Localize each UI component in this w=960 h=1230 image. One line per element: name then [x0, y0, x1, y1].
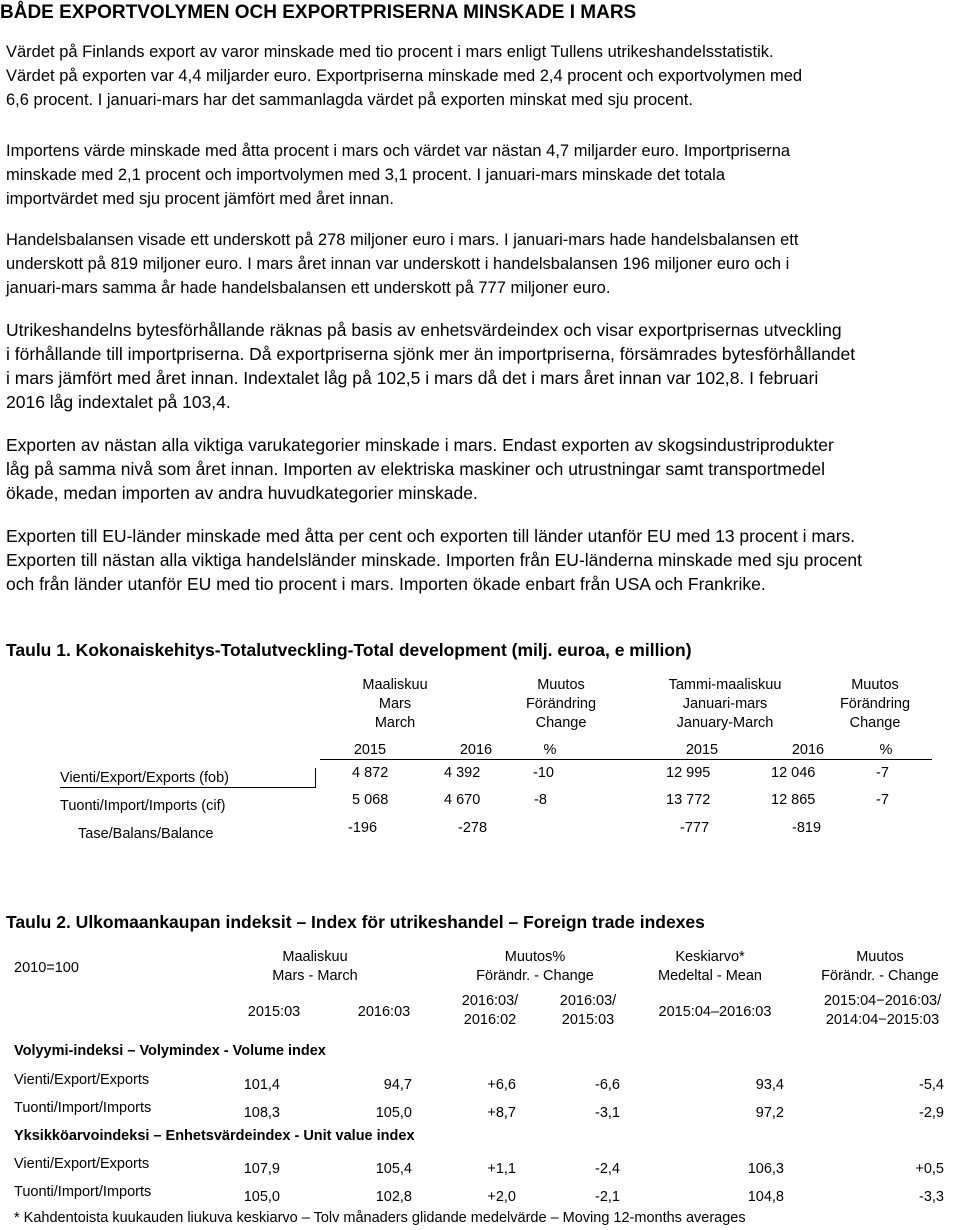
table1-row-label: Vienti/Export/Exports (fob)	[60, 770, 229, 786]
table1-cell: 4 872	[352, 765, 389, 781]
table1-header-period-change: Muutos Förändring Change	[839, 677, 911, 731]
table1-row-label: Tuonti/Import/Imports (cif)	[60, 798, 226, 814]
table2-title: Taulu 2. Ulkomaankaupan indeksit – Index för utrikeshandel – Foreign trade indexes	[6, 912, 705, 932]
table1-cell: -8	[534, 792, 547, 808]
table2-cell: 97,2	[755, 1105, 784, 1121]
table2-cell: +2,0	[487, 1189, 516, 1205]
table1-cell: -196	[348, 820, 378, 836]
table1-header-month: Maaliskuu Mars March	[362, 677, 428, 731]
table2-header-change: Muutos% Förändr. - Change	[476, 949, 594, 984]
table2-cell: 102,8	[375, 1189, 412, 1205]
table2-cell: -2,4	[595, 1161, 620, 1177]
table2-cell: 105,0	[243, 1189, 280, 1205]
table1-cell: 4 670	[444, 792, 481, 808]
table1-cell: 12 995	[666, 765, 711, 781]
table2-cell: 101,4	[243, 1077, 280, 1093]
table2-row-label: Vienti/Export/Exports	[14, 1156, 150, 1172]
table2-cell: 105,0	[375, 1105, 412, 1121]
table2-cell: -2,9	[919, 1105, 944, 1121]
table2-base: 2010=100	[14, 960, 79, 976]
table1-subheader: 2016	[459, 742, 493, 758]
table2-subheader: 2016:03/ 2016:02	[461, 993, 519, 1028]
table1-subheader: 2015	[353, 742, 387, 758]
paragraph-product-groups: Exporten av nästan alla viktiga varukategorier minskade i mars. Endast exporten av skogsindustriprodukter låg på samma nivå som året innan. Importen av elektriska maskiner och utrustningar samt transportmedel ökade, medan importen av andra huvudkategorier minskade.	[6, 435, 834, 503]
table2-cell: 108,3	[243, 1105, 280, 1121]
table1-cell: 4 392	[444, 765, 481, 781]
table2-header-mean-change: Muutos Förändr. - Change	[821, 949, 939, 984]
table2-subheader: 2016:03	[357, 1004, 411, 1020]
table2-header-month: Maaliskuu Mars - March	[272, 949, 358, 984]
table2-subheader: 2015:04–2016:03	[658, 1004, 772, 1020]
table2-cell: 107,9	[243, 1161, 280, 1177]
paragraph-export: Värdet på Finlands export av varor minskade med tio procent i mars enligt Tullens utrikeshandelsstatistik. Värdet på exporten var 4,4 miljarder euro. Exportpriserna minskade med 2,4 procent och exportvolymen med 6,6 procent. I januari-mars har det sammanlagda värdet på exporten minskat med sju procent.	[6, 43, 803, 109]
table2-cell: +1,1	[487, 1161, 516, 1177]
table2-cell: +8,7	[487, 1105, 516, 1121]
table1-cell: -278	[458, 820, 488, 836]
table2-cell: 105,4	[375, 1161, 412, 1177]
table1-subheader: 2015	[685, 742, 719, 758]
paragraph-import: Importens värde minskade med åtta procent i mars och värdet var nästan 4,7 miljarder euro. Importpriserna minskade med 2,1 procent och importvolymen med 3,1 procent. I januari-mars minskade det totala importvärdet med sju procent jämfört med året innan.	[6, 142, 791, 208]
paragraph-trade-balance: Handelsbalansen visade ett underskott på 278 miljoner euro i mars. I januari-mars hade handelsbalansen ett underskott på 819 miljoner euro. I mars året innan var underskott i handelsbalansen 196 miljoner euro och i januari-mars samma år hade handelsbalansen ett underskott på 777 miljoner euro.	[6, 231, 799, 297]
table1-cell: -819	[792, 820, 822, 836]
table2-subheader: 2015:03	[247, 1004, 301, 1020]
table1-cell: 5 068	[352, 792, 389, 808]
table2-row-label: Tuonti/Import/Imports	[14, 1184, 152, 1200]
table2-cell: -2,1	[595, 1189, 620, 1205]
table2-cell: -5,4	[919, 1077, 944, 1093]
table1-title: Taulu 1. Kokonaiskehitys-Totalutveckling-Total development (milj. euroa, e million)	[6, 640, 692, 660]
table2-cell: 94,7	[383, 1077, 412, 1093]
table2-cell: -3,3	[919, 1189, 944, 1205]
page-title: BÅDE EXPORTVOLYMEN OCH EXPORTPRISERNA MINSKADE I MARS	[0, 2, 637, 23]
table2-row-label: Tuonti/Import/Imports	[14, 1100, 152, 1116]
table1-subheader: %	[879, 742, 893, 758]
table2-subheader: 2016:03/ 2015:03	[559, 993, 617, 1028]
table2-cell: +0,5	[915, 1161, 944, 1177]
table1-cell: -777	[680, 820, 710, 836]
table1-cell: -7	[876, 765, 889, 781]
table1-label-rule	[315, 768, 316, 788]
table2-row-label: Vienti/Export/Exports	[14, 1072, 150, 1088]
table1-cell: 12 046	[771, 765, 816, 781]
table1-cell: 13 772	[666, 792, 711, 808]
table2-section-title: Yksikköarvoindeksi – Enhetsvärdeindex - Unit value index	[14, 1128, 415, 1144]
table2-subheader: 2015:04−2016:03/ 2014:04−2015:03	[823, 993, 942, 1028]
table1-cell: 12 865	[771, 792, 816, 808]
table1-row-label: Tase/Balans/Balance	[78, 826, 214, 842]
table1-cell: -7	[876, 792, 889, 808]
table2-cell: -3,1	[595, 1105, 620, 1121]
table1-cell: -10	[533, 765, 554, 781]
table2-header-mean: Keskiarvo* Medeltal - Mean	[658, 949, 762, 984]
table1-subheader: 2016	[791, 742, 825, 758]
table2-cell: 104,8	[747, 1189, 784, 1205]
table2-section-title: Volyymi-indeksi – Volymindex - Volume index	[14, 1043, 326, 1059]
paragraph-countries: Exporten till EU-länder minskade med åtta per cent och exporten till länder utanför EU med 13 procent i mars. Exporten till nästan alla viktiga handelsländer minskade. Importen från EU-länderna minskade med sju procent och från länder utanför EU med tio procent i mars. Importen ökade enbart från USA och Frankrike.	[6, 526, 863, 594]
table1-subheader: %	[543, 742, 557, 758]
table2-cell: +6,6	[487, 1077, 516, 1093]
table1-header-month-change: Muutos Förändring Change	[525, 677, 597, 731]
table1-header-rule	[320, 759, 932, 760]
table2-cell: -6,6	[595, 1077, 620, 1093]
paragraph-terms-of-trade: Utrikeshandelns bytesförhållande räknas på basis av enhetsvärdeindex och visar exportprisernas utveckling i förhållande till importpriserna. Då exportpriserna sjönk mer än importpriserna, försämrades bytesförhållandet i mars jämfört med året innan. Indextalet låg på 102,5 i mars då det i mars året innan var 102,8. I februari 2016 låg indextalet på 103,4.	[6, 320, 856, 412]
table2-footnote: * Kahdentoista kuukauden liukuva keskiarvo – Tolv månaders glidande medelvärde – Moving 12-months averages	[14, 1210, 746, 1226]
table1-header-period: Tammi-maaliskuu Januari-mars January-March	[668, 677, 782, 731]
table2-cell: 106,3	[747, 1161, 784, 1177]
table1-label-rule	[60, 787, 315, 788]
table2-cell: 93,4	[755, 1077, 784, 1093]
